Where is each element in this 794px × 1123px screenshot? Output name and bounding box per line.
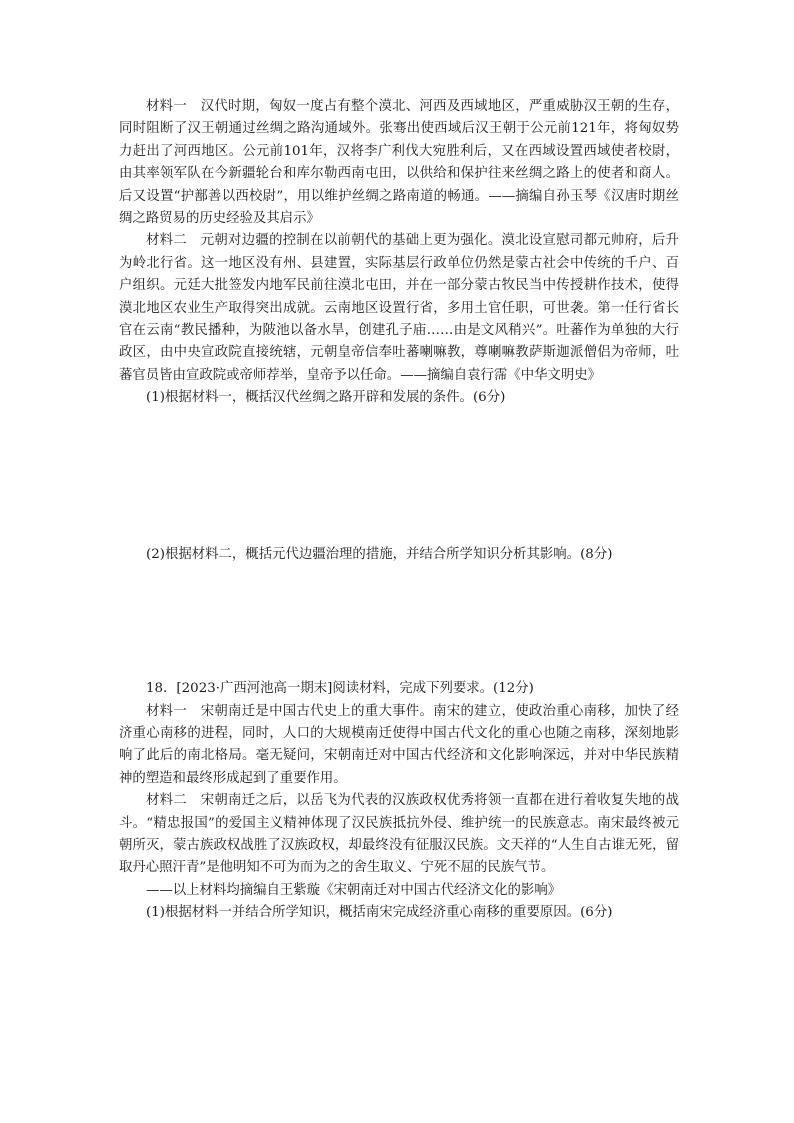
- material-2-paragraph: 材料二 元朝对边疆的控制在以前朝代的基础上更为强化。漠北设宣慰司都元帅府，后升为岭北行省。这一地区没有州、县建置，实际基层行政单位仍然是蒙古社会中传统的千户、百户组织。元廷大批签发内地军民前往漠北屯田，并在一部分蒙古牧民当中传授耕作技术，使得漠北地区农业生产取得突出成就。云南地区设置行省，多用土官任职，可世袭。第一任行省长官在云南“教民播种，为陂池以备水旱，创建孔子庙……由是文风稍兴”。吐蕃作为单独的大行政区，由中央宣政院直接统辖，元朝皇帝信奉吐蕃喇嘛教，尊喇嘛教萨斯迦派僧侣为帝师，吐蕃官员皆由宣政院或帝师荐举，皇帝予以任命。——摘编自袁行霈《中华文明史》: [119, 233, 679, 383]
- q18-question-1: (1)根据材料一并结合所学知识，概括南宋完成经济重心南移的重要原因。(6分): [146, 905, 613, 921]
- question-1: (1)根据材料一，概括汉代丝绸之路开辟和发展的条件。(6分): [146, 390, 506, 406]
- document-page: [119, 96, 679, 925]
- answer-space-2: [119, 566, 679, 678]
- q18-material-2-paragraph: 材料二 宋朝南迁之后，以岳飞为代表的汉族政权优秀将领一直都在进行着收复失地的战斗。“精忠报国”的爱国主义精神体现了汉民族抵抗外侵、维护统一的民族意志。南宋最终被元朝所灭，蒙古族政权战胜了汉族政权，却最终没有征服汉民族。文天祥的“人生自古谁无死，留取丹心照汗青”是他明知不可为而为之的舍生取义、宁死不屈的民族气节。: [119, 793, 679, 876]
- q18-material-1-paragraph: 材料一 宋朝南迁是中国古代史上的重大事件。南宋的建立，使政治重心南移，加快了经济重心南移的进程，同时，人口的大规模南迁使得中国古代文化的重心也随之南移，深刻地影响了此后的南北格局。毫无疑问，宋朝南迁对中国古代经济和文化影响深远，并对中华民族精神的塑造和最终形成起到了重要作用。: [119, 703, 679, 786]
- material-1-paragraph: 材料一 汉代时期，匈奴一度占有整个漠北、河西及西域地区，严重威胁汉王朝的生存，同时阻断了汉王朝通过丝绸之路沟通域外。张骞出使西域后汉王朝于公元前121年，将匈奴势力赶出了河西地区。公元前101年，汉将李广利伐大宛胜利后，又在西域设置西域使者校尉，由其率领军队在今新疆轮台和库尔勒西南屯田，以供给和保护往来丝绸之路上的使者和商人。后又设置“护鄯善以西校尉”，用以维护丝绸之路南道的畅通。——摘编自孙玉琴《汉唐时期丝绸之路贸易的历史经验及其启示》: [119, 99, 679, 227]
- question-18-heading: 18．[2023·广西河池高一期末]阅读材料，完成下列要求。(12分): [146, 681, 534, 697]
- q18-source-citation: ——以上材料均摘编自王紫璇《宋朝南迁对中国古代经济文化的影响》: [146, 882, 562, 898]
- answer-space-1: [119, 410, 679, 544]
- question-2: (2)根据材料二，概括元代边疆治理的措施，并结合所学知识分析其影响。(8分): [146, 546, 613, 562]
